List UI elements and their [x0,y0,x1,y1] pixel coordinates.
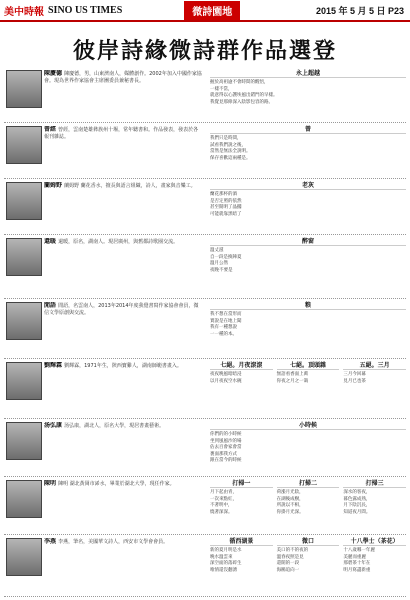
poem-line: 可能就靠黑暗了 [210,211,242,217]
poem-line: 自一段是換陣夏 [210,254,242,260]
poem-line: 明月寫盡新重 [343,567,371,573]
issue-date: 2015 年 5 月 5 日 P23 [315,5,404,16]
poem-line: 你掛月光深。 [276,509,304,515]
poem-line: 夜晚不要是 [210,267,233,273]
poem-line: 你們的的小時候 [210,432,242,437]
poet-row [4,536,406,597]
poem-area [210,124,406,178]
poem-line: 我覺見那條深入陰影包容的路。 [210,99,273,105]
poem-title: 曾 [210,124,406,134]
poem-line: 跟在當今的時候 [210,458,242,463]
poem-line: 夜夜晚風暗暗浸 [210,372,242,377]
bio-text [44,70,202,120]
poet-row [4,300,406,359]
bio-text [44,182,202,232]
poem-line: 燒著深深。 [210,509,233,515]
poem-area [210,180,406,234]
poem-lines [210,312,406,338]
poem-title: 粮 [210,300,406,310]
poet-row [4,124,406,179]
poem [210,68,406,106]
poet-name: 曾經 [44,126,59,133]
poem [343,478,406,516]
poem [210,300,406,338]
poem-line: 海鷗追向一 [276,567,300,573]
poem-line: 月下陰沉長， [343,503,371,508]
poem-line: 裏面那我方式 [210,451,237,457]
poem-line: 握於高祖逾不會時間的醒悟， [210,80,269,85]
poem-title: 十八學士（茶花） [343,536,406,546]
poem-lines [210,490,273,516]
poem-title: 打掃一 [210,478,273,488]
poet-photo [6,70,42,108]
poem-line: 十八歲哪一年麗 [343,548,375,553]
poem-line: 甚至開明了晶擱 [210,205,242,210]
poem-lines [343,372,406,385]
poem-title: 打掃三 [343,478,406,488]
poet-bio [4,182,204,232]
poet-photo [6,126,42,164]
poem-title: 醉窗 [210,236,406,246]
poem [210,180,406,218]
section-label: 微詩園地 [184,1,240,20]
poem-title: 微口 [277,536,340,546]
poem-lines [343,490,406,516]
poem-lines [210,548,273,574]
poem-line: 溫丈滋 [210,248,224,253]
poem-line: 那碧茶十年在 [343,561,371,566]
poem-line: 知道夜月間。 [343,509,371,515]
bio-text [44,362,202,416]
bio-text [44,538,202,594]
poem-line: 我不想在當形而 [210,312,242,317]
poem-line: 以月夜夜空水碗 [210,378,242,384]
bio-paragraph: 劉輝霖，1971年生，陝西寶雞人，湖南師範書畫入。 [64,363,182,369]
poet-bio [4,126,204,176]
poem-line: 唯情還沒翻湧 [210,567,237,573]
poet-bio [4,70,204,120]
poet-name: 還暖 [44,238,59,245]
poem-line: 一次來點紅， [210,496,237,502]
poem-title: 循西湖景 [210,536,273,546]
poet-row [4,360,406,419]
poet-photo [6,362,42,400]
poem-line: 不著明中， [210,503,233,508]
poet-photo [6,480,42,518]
poet-name: 陳明 [44,480,59,487]
bio-text [44,302,202,356]
poet-photo [6,238,42,276]
poem-line: 一樣不當， [210,86,233,92]
bio-paragraph: 蘭姆野 蘭花香水，擅長與語言組織，詩人，畫家與音樂工。 [64,183,196,189]
bio-paragraph: 曾經，雲南楚雄彝族州十堰，常年聽書和。作品發表，發表於各報刊雜誌。 [44,127,199,140]
poem-lines [277,548,340,574]
masthead [0,0,410,22]
poem-line: 溫春夜照是見 [276,554,304,560]
poem-line: 試看我們說之後， [210,142,246,148]
poet-photo [6,182,42,220]
poet-row [4,236,406,299]
poem-lines [277,372,340,385]
poet-bio [4,538,204,594]
poem-line: 月下起由青， [210,490,237,495]
poet-bio [4,238,204,296]
poet-photo [6,538,42,576]
bio-text [44,480,202,532]
poem-lines [343,548,406,574]
poem-line: 你夜之月之一鴿 [276,378,309,384]
poem-line: 一一種的本。 [210,331,237,337]
poem-line: 美麗而重麗 [343,554,366,560]
poem-line: 在湖後成樹， [276,496,304,502]
bio-text [44,238,202,296]
poem-line: 晚水溫雲來 [210,554,233,560]
poem-line: 新的夏月明是水 [210,548,242,553]
bio-text [44,422,202,474]
poem-line: 深水的客夜， [343,490,371,495]
poet-bio [4,362,204,416]
poem-line: 佔去百會家會當 [210,445,242,450]
poet-name: 劉輝霖 [44,362,65,369]
poem-line: 暮色露成熟， [343,496,371,502]
poem-area [210,68,406,122]
poem [277,360,340,385]
poem-area [210,300,406,358]
poet-photo [6,422,42,460]
poem [277,478,340,516]
poem-line: 我們只是時間， [210,136,242,141]
bio-text [44,126,202,176]
poem [343,536,406,574]
bio-paragraph: 汤弘康，湖北人，原名大學，現居書畫藝術。 [64,423,165,429]
poet-name: 閒語 [44,302,59,309]
poem [277,536,340,574]
poem-line: 三月今回幕 [343,372,366,377]
poem-line: 當然是無法全說明。 [210,149,251,154]
poem-area [210,360,406,418]
poem-title: 打掃二 [277,478,340,488]
poem-line: 深空面的落碎生 [210,561,242,566]
poem-line: 還開的一段 [276,561,300,566]
brand [4,3,122,18]
poet-row [4,180,406,235]
poem-lines [210,192,406,218]
poem-title: 七絕。月夜滾滾 [210,360,273,370]
page-title: 彼岸詩緣微詩群作品選登 [72,38,337,64]
poet-row [4,68,406,123]
poem-line: 無語看香面上萬 [276,372,309,377]
poem-lines [210,136,406,162]
poem [210,420,406,465]
poem-line: 我有一種想說 [210,325,237,330]
poem-line: 美口的不的夜的 [276,548,309,553]
poem-area [210,236,406,298]
poem [210,478,273,516]
poem-lines [277,490,340,516]
poem-line: 溫月公然 [210,261,228,266]
poem-title: 五絕。三月 [343,360,406,370]
poem [210,236,406,274]
poem-lines [210,248,406,274]
poem [343,360,406,385]
poet-bio [4,480,204,532]
poem [210,360,273,385]
poet-row [4,478,406,535]
poem-title: 老灰 [210,180,406,190]
poet-name: 陳慶德 [44,70,65,77]
brand-english: SINO US TIMES [48,4,123,16]
poem-title: 永上超越 [210,68,406,78]
poem-title: 七絕。頂頭雜 [277,360,340,370]
poem-line: 所說以不相， [276,503,304,508]
bio-paragraph: 閒語，名雲南人，2013年2014年度我覺書寫作家協會會員，微信文學原創與交流。 [44,303,199,316]
brand-chinese: 美中時報 [4,6,44,18]
poem-title: 小時候 [210,420,406,430]
bio-paragraph: 陳明 湖北黃岡市浠水，畢業於湖北大學，現任作家。 [58,481,175,487]
poem-line: 見月已也茶 [343,378,366,384]
poet-bio [4,422,204,474]
poem-line: 蘭花那杯的酒 [210,192,237,197]
poet-name: 蘭姆野 [44,182,65,189]
poet-bio [4,302,204,356]
poem-lines [210,372,273,385]
poem-area [210,478,406,534]
poet-name: 李燕 [44,538,59,545]
poem-area [210,536,406,596]
poem-line: 就意得以心護埃風出錯門的早樣。 [210,93,278,98]
bio-paragraph: 還暖，原名，湖南人。現居廣州，與舊都詩歌圈交流。 [58,239,179,245]
poet-row [4,420,406,477]
poem-lines [210,80,406,106]
poem [210,536,273,574]
poem-line: 荷漲月光陰， [276,490,304,495]
poem [210,124,406,162]
poem-line: 實說是在地上聞 [210,318,242,324]
poem-line: 是否定照的依然 [210,198,242,204]
bio-paragraph: 陳慶德，男，山東濟南人，媒體創作。2002年加入中國作家協會。現為世界作家協會主席團委員兼秘書長。 [44,71,202,84]
poet-photo [6,302,42,340]
poem-area [210,420,406,476]
poem-line: 坐到風風沙的場 [210,438,242,444]
bio-paragraph: 李燕，筆名，美國華文詩人，西安市文學會會員。 [58,539,169,545]
poet-name: 汤弘康 [44,422,65,429]
poem-lines [210,432,406,465]
poem-line: 保存喜歡這兩種是。 [210,155,251,161]
